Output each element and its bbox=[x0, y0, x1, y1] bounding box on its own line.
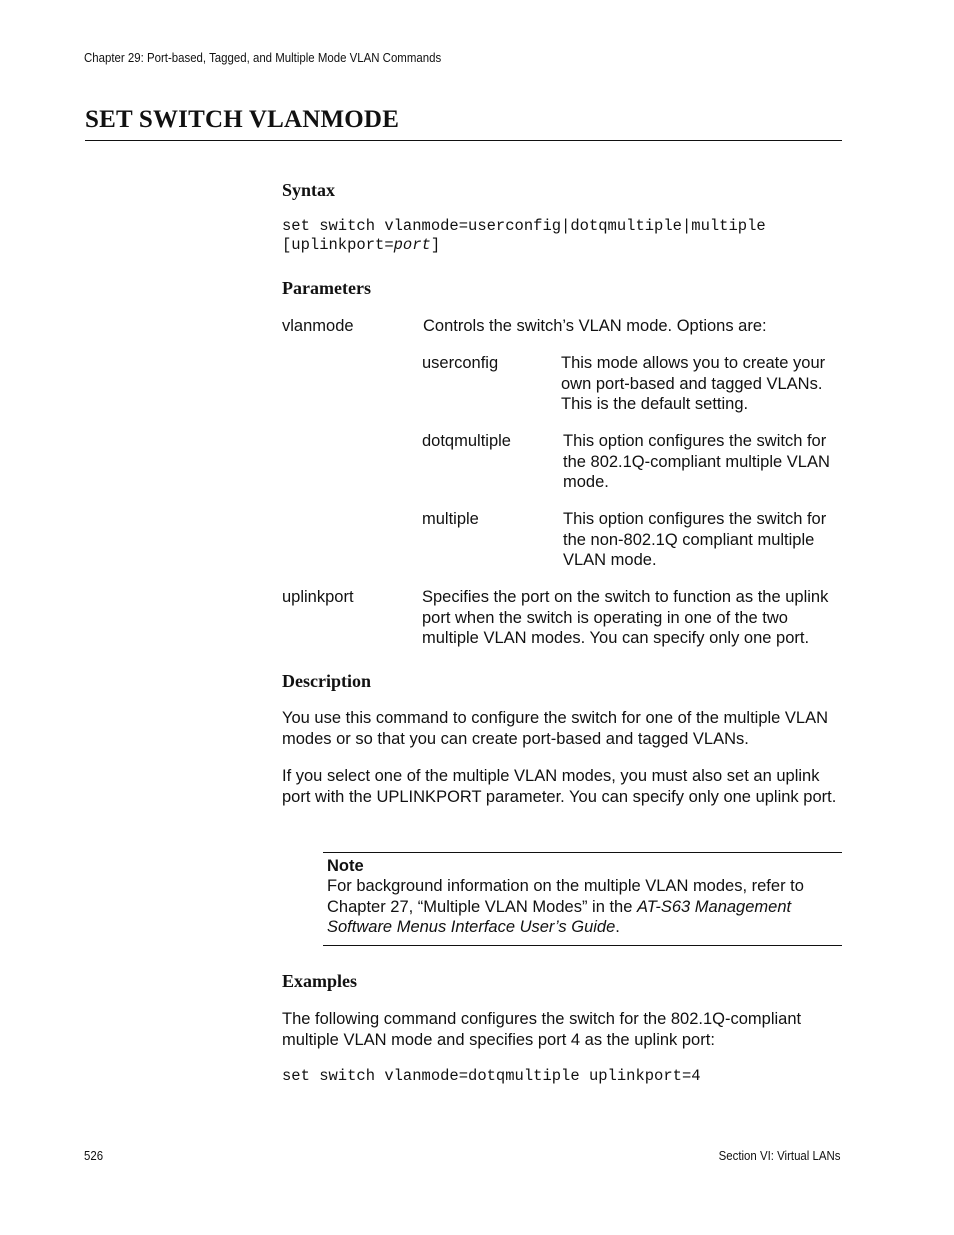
option-desc-userconfig: This mode allows you to create your own port-based and tagged VLANs. This is the default setting. bbox=[561, 354, 826, 413]
examples-paragraph: The following command configures the switch for the 802.1Q-compliant multiple VLAN mode and specifies port 4 as the uplink port: bbox=[282, 1010, 802, 1049]
note-bottom-rule bbox=[323, 945, 842, 946]
parameters-heading: Parameters bbox=[282, 278, 371, 298]
examples-heading: Examples bbox=[282, 971, 358, 991]
page-number: 526 bbox=[84, 1148, 104, 1163]
note-text-end: . bbox=[615, 918, 620, 936]
param-name-vlanmode: vlanmode bbox=[282, 317, 354, 335]
description-paragraph-1: You use this command to configure the switch for one of the multiple VLAN modes or so that you can create port-based and tagged VLANs. bbox=[282, 709, 829, 748]
syntax-code-line-1: set switch vlanmode=userconfig|dotqmultiple|multiple bbox=[282, 217, 766, 235]
syntax-code-prefix: [uplinkport= bbox=[282, 236, 394, 254]
syntax-code-suffix: ] bbox=[430, 236, 441, 254]
param-name-uplinkport: uplinkport bbox=[282, 588, 354, 606]
note-text-guide-title: AT-S63 Management Software Menus Interface User’s Guide bbox=[327, 897, 792, 936]
note-text-main: For background information on the multiple VLAN modes, refer to Chapter 27, “Multiple VLAN Modes” in the bbox=[327, 877, 804, 916]
syntax-code-line-2 bbox=[282, 236, 440, 255]
param-desc-uplinkport: Specifies the port on the switch to function as the uplink port when the switch is operating in one of the two multiple VLAN modes. You can specify only one port. bbox=[422, 588, 829, 647]
page-title: SET SWITCH VLANMODE bbox=[85, 106, 400, 133]
syntax-heading: Syntax bbox=[282, 180, 336, 200]
example-code: set switch vlanmode=dotqmultiple uplinkport=4 bbox=[282, 1067, 701, 1085]
description-heading: Description bbox=[282, 671, 371, 691]
option-name-userconfig: userconfig bbox=[422, 354, 499, 372]
note-top-rule bbox=[323, 852, 842, 853]
param-desc-vlanmode: Controls the switch’s VLAN mode. Options are: bbox=[423, 317, 767, 335]
note-text bbox=[327, 876, 832, 938]
option-desc-multiple: This option configures the switch for the non-802.1Q compliant multiple VLAN mode. bbox=[563, 510, 827, 569]
option-name-multiple: multiple bbox=[422, 510, 479, 528]
option-name-dotqmultiple: dotqmultiple bbox=[422, 432, 511, 450]
note-label: Note bbox=[327, 857, 364, 875]
running-head: Chapter 29: Port-based, Tagged, and Multiple Mode VLAN Commands bbox=[84, 50, 442, 65]
footer-section: Section VI: Virtual LANs bbox=[718, 1148, 840, 1163]
title-rule bbox=[85, 140, 842, 141]
syntax-code-variable: port bbox=[393, 236, 431, 254]
description-paragraph-2: If you select one of the multiple VLAN modes, you must also set an uplink port with the UPLINKPORT parameter. You can specify only one uplink port. bbox=[282, 767, 837, 806]
option-desc-dotqmultiple: This option configures the switch for the 802.1Q-compliant multiple VLAN mode. bbox=[563, 432, 830, 491]
